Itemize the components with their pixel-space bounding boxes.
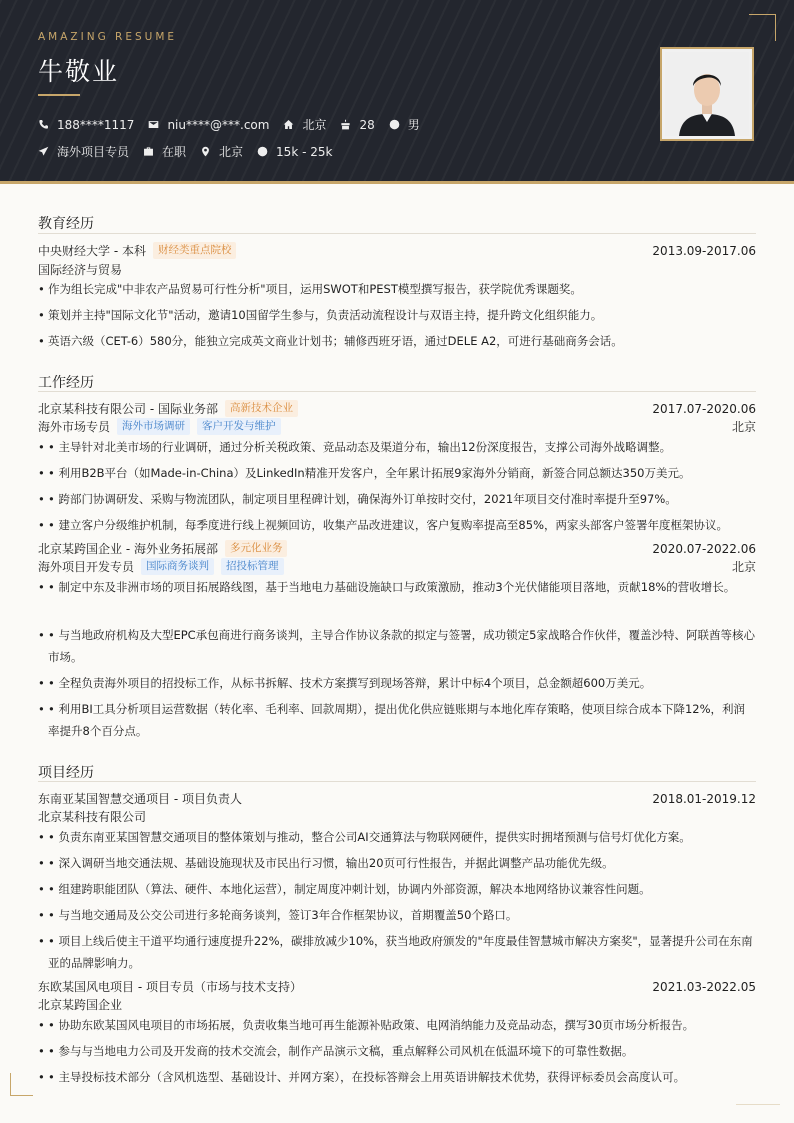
section-title-education: 教育经历	[38, 216, 94, 232]
section-divider	[38, 781, 756, 782]
city-item: 北京	[283, 116, 326, 133]
list-item: • • 利用B2B平台（如Made-in-China）及LinkedIn精准开发客户，全年累计拓展9家海外分销商，新签合同总额达350万美元。	[38, 462, 756, 484]
school-name: 中央财经大学 - 本科	[38, 244, 146, 258]
education-date: 2013.09-2017.06	[652, 243, 756, 258]
email-item: niu****@***.com	[148, 118, 269, 132]
footer-divider	[736, 1104, 780, 1105]
list-item: • • 制定中东及非洲市场的项目拓展路线图，基于当地电力基础设施缺口与政策激励，推动3个光伏储能项目落地，贡献18%的营收增长。	[38, 576, 756, 598]
list-item: • • 项目上线后使主干道平均通行速度提升22%，碳排放减少10%，获当地政府颁发的"年度最佳智慧城市解决方案奖"，显著提升公司在东南亚的品牌影响力。	[38, 930, 756, 974]
mail-icon	[148, 119, 159, 130]
skill-tag: 客户开发与维护	[197, 418, 281, 435]
school-badge: 财经类重点院校	[153, 242, 237, 259]
section-divider	[38, 391, 756, 392]
list-item: • 策划并主持"国际文化节"活动，邀请10国留学生参与，负责活动流程设计与双语主持，提升跨文化组织能力。	[38, 304, 756, 326]
project-org: 北京某跨国企业	[38, 998, 123, 1012]
job-location: 北京	[731, 420, 756, 434]
skill-tag: 海外市场调研	[117, 418, 190, 435]
list-item: • 英语六级（CET-6）580分，能独立完成英文商业计划书；辅修西班牙语，通过DELE A2，可进行基础商务会话。	[38, 330, 756, 352]
cake-icon	[340, 119, 351, 130]
project-date: 2018.01-2019.12	[652, 791, 756, 806]
resume-header	[0, 0, 794, 184]
project-entry-header	[38, 978, 756, 995]
name-underline	[38, 94, 80, 96]
company-name: 北京某跨国企业 - 海外业务拓展部	[38, 542, 218, 556]
list-item: • • 深入调研当地交通法规、基础设施现状及市民出行习惯，输出20页可行性报告，并据此调整产品功能优先级。	[38, 852, 756, 874]
header-tagline: AMAZING RESUME	[38, 31, 178, 43]
candidate-name: 牛敬业	[38, 57, 120, 86]
profile-photo	[660, 47, 754, 141]
corner-ornament-bottom-left	[10, 1073, 33, 1096]
skill-tag: 招投标管理	[221, 558, 284, 575]
project-name: 东南亚某国智慧交通项目 - 项目负责人	[38, 792, 242, 806]
status-item: 在职	[143, 143, 186, 160]
list-item: • • 与当地政府机构及大型EPC承包商进行商务谈判，主导合作协议条款的拟定与签署，成功锁定5家战略合作伙伴，覆盖沙特、阿联酋等核心市场。	[38, 624, 756, 668]
list-item: • • 建立客户分级维护机制，每季度进行线上视频回访，收集产品改进建议，客户复购率提高至85%，两家头部客户签署年度框架协议。	[38, 514, 756, 536]
job-intent-row	[38, 143, 346, 160]
gender-item: 男	[389, 116, 420, 133]
contact-row	[38, 116, 434, 133]
company-badge: 多元化业务	[225, 540, 288, 557]
section-title-projects: 项目经历	[38, 765, 94, 781]
list-item: • • 负责东南亚某国智慧交通项目的整体策划与推动，整合公司AI交通算法与物联网硬件，提供实时拥堵预测与信号灯优化方案。	[38, 826, 756, 848]
list-item: • 作为组长完成"中非农产品贸易可行性分析"项目，运用SWOT和PEST模型撰写报告，获学院优秀课题奖。	[38, 278, 756, 300]
section-title-work: 工作经历	[38, 375, 94, 391]
salary-icon	[257, 146, 268, 157]
job-location: 北京	[731, 560, 756, 574]
list-item: • • 跨部门协调研发、采购与物流团队，制定项目里程碑计划，确保海外订单按时交付，2021年项目交付准时率提升至97%。	[38, 488, 756, 510]
project-date: 2021.03-2022.05	[652, 979, 756, 994]
skill-tag: 国际商务谈判	[141, 558, 214, 575]
job-role-row	[38, 558, 756, 575]
list-item: • • 协助东欧某国风电项目的市场拓展，负责收集当地可再生能源补贴政策、电网消纳能力及竞品动态，撰写30页市场分析报告。	[38, 1014, 756, 1036]
location-pin-icon	[200, 146, 211, 157]
list-item: • • 全程负责海外项目的招投标工作，从标书拆解、技术方案撰写到现场答辩，累计中标4个项目，总金额超600万美元。	[38, 672, 756, 694]
company-name: 北京某科技有限公司 - 国际业务部	[38, 402, 218, 416]
age-item: 28	[340, 118, 374, 132]
job-entry-header	[38, 540, 756, 557]
section-divider	[38, 233, 756, 234]
phone-icon	[38, 119, 49, 130]
education-major-row	[38, 261, 756, 278]
home-icon	[283, 119, 294, 130]
list-item: • • 利用BI工具分析项目运营数据（转化率、毛利率、回款周期），提出优化供应链账期与本地化库存策略，使项目综合成本下降12%，利润率提升8个百分点。	[38, 698, 756, 742]
briefcase-icon	[143, 146, 154, 157]
target-position-item: 海外项目专员	[38, 143, 129, 160]
project-org-row	[38, 996, 756, 1013]
send-icon	[38, 146, 49, 157]
gender-icon	[389, 119, 400, 130]
job-role: 海外项目开发专员	[38, 560, 135, 574]
job-date: 2020.07-2022.06	[652, 541, 756, 556]
job-role: 海外市场专员	[38, 420, 111, 434]
target-city-item: 北京	[200, 143, 243, 160]
list-item: • • 参与与当地电力公司及开发商的技术交流会，制作产品演示文稿，重点解释公司风机在低温环境下的可靠性数据。	[38, 1040, 756, 1062]
corner-ornament-top-right	[749, 14, 776, 41]
project-org-row	[38, 808, 756, 825]
salary-item: 15k - 25k	[257, 145, 332, 159]
phone-item: 188****1117	[38, 118, 134, 132]
list-item: • • 组建跨职能团队（算法、硬件、本地化运营），制定周度冲刺计划，协调内外部资源，解决本地网络协议兼容性问题。	[38, 878, 756, 900]
major: 国际经济与贸易	[38, 263, 123, 277]
list-item: • • 主导投标技术部分（含风机选型、基础设计、并网方案），在投标答辩会上用英语讲解技术优势，获得评标委员会高度认可。	[38, 1066, 756, 1088]
project-org: 北京某科技有限公司	[38, 810, 147, 824]
job-role-row	[38, 418, 756, 435]
education-entry-header	[38, 242, 756, 259]
list-item: • • 与当地交通局及公交公司进行多轮商务谈判，签订3年合作框架协议，首期覆盖50个路口。	[38, 904, 756, 926]
job-date: 2017.07-2020.06	[652, 401, 756, 416]
company-badge: 高新技术企业	[225, 400, 298, 417]
project-name: 东欧某国风电项目 - 项目专员（市场与技术支持）	[38, 980, 302, 994]
job-entry-header	[38, 400, 756, 417]
project-entry-header	[38, 790, 756, 807]
list-item: • • 主导针对北美市场的行业调研，通过分析关税政策、竞品动态及渠道分布，输出12份深度报告，支撑公司海外战略调整。	[38, 436, 756, 458]
